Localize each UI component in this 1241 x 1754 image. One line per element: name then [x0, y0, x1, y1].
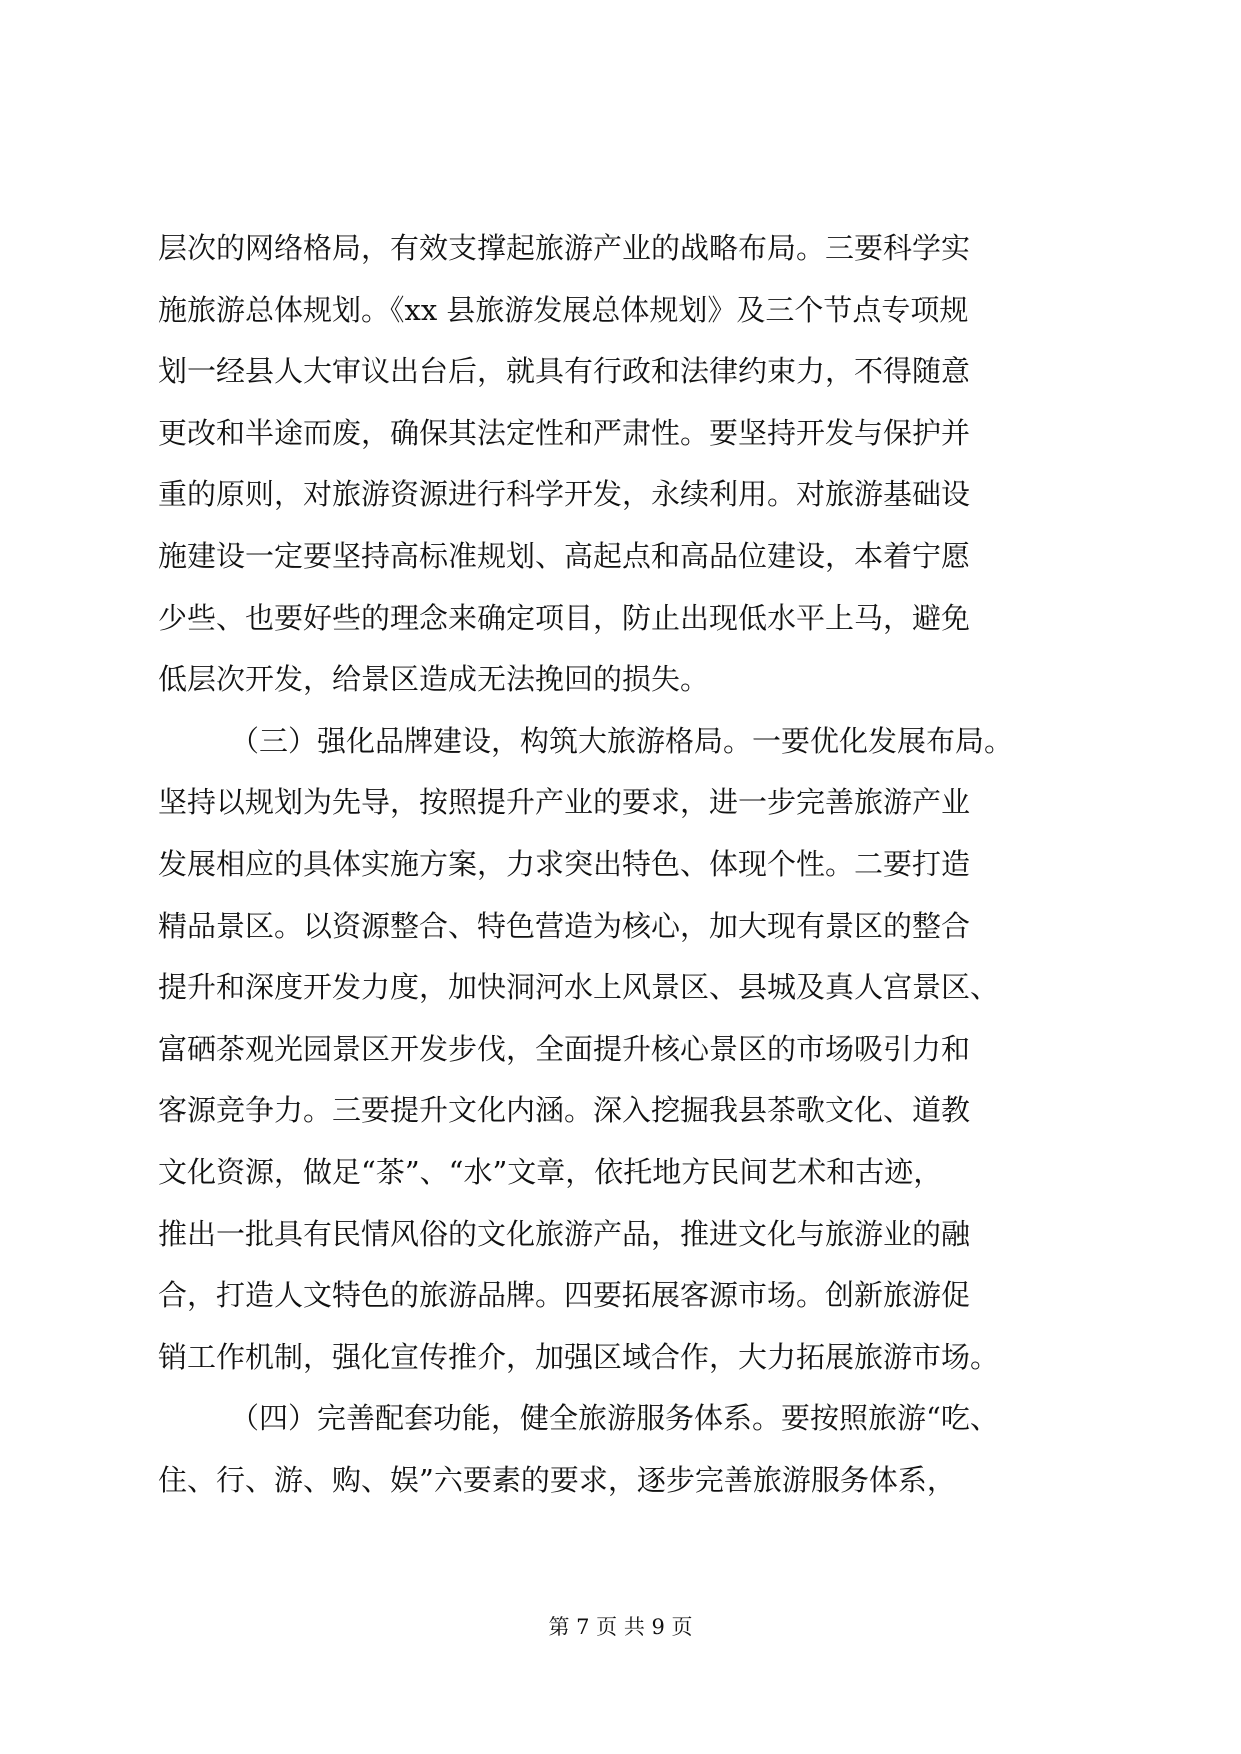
text-line: 提升和深度开发力度，加快洞河水上风景区、县城及真人宫景区、	[158, 970, 1000, 1005]
text-line: 文化资源，做足“茶”、“水”文章，依托地方民间艺术和古迹，	[158, 1154, 943, 1189]
text-line: 发展相应的具体实施方案，力求突出特色、体现个性。二要打造	[158, 846, 971, 881]
page-number-footer: 第 7 页 共 9 页	[548, 1615, 693, 1639]
text-line: 层次的网络格局，有效支撑起旅游产业的战略布局。三要科学实	[158, 231, 971, 265]
text-line: 坚持以规划为先导，按照提升产业的要求，进一步完善旅游产业	[158, 785, 971, 820]
text-line: 富硒茶观光园景区开发步伐，全面提升核心景区的市场吸引力和	[158, 1031, 971, 1066]
text-line: 施建设一定要坚持高标准规划、高起点和高品位建设，本着宁愿	[158, 538, 971, 573]
text-line: 施旅游总体规划。《xx 县旅游发展总体规划》及三个节点专项规	[158, 292, 969, 327]
section-heading-line: （四）完善配套功能，健全旅游服务体系。要按照旅游“吃、	[230, 1401, 999, 1436]
text-line: 合，打造人文特色的旅游品牌。四要拓展客源市场。创新旅游促	[158, 1278, 971, 1313]
text-line: 精品景区。以资源整合、特色营造为核心，加大现有景区的整合	[158, 908, 971, 943]
section-heading-line: （三）强化品牌建设，构筑大旅游格局。一要优化发展布局。	[230, 723, 1014, 758]
text-line: 少些、也要好些的理念来确定项目，防止出现低水平上马，避免	[158, 600, 971, 635]
text-line: 更改和半途而废，确保其法定性和严肃性。要坚持开发与保护并	[158, 415, 971, 450]
text-line: 划一经县人大审议出台后，就具有行政和法律约束力，不得随意	[158, 354, 971, 389]
text-line: 推出一批具有民情风俗的文化旅游产品，推进文化与旅游业的融	[158, 1216, 971, 1251]
text-line: 住、行、游、购、娱”六要素的要求，逐步完善旅游服务体系，	[158, 1462, 956, 1497]
text-line: 销工作机制，强化宣传推介，加强区域合作，大力拓展旅游市场。	[158, 1339, 1000, 1374]
text-line: 重的原则，对旅游资源进行科学开发，永续利用。对旅游基础设	[158, 477, 971, 512]
body-text	[158, 218, 1088, 1511]
text-line: 低层次开发，给景区造成无法挽回的损失。	[158, 662, 710, 697]
text-line: 客源竞争力。三要提升文化内涵。深入挖掘我县茶歌文化、道教	[158, 1093, 971, 1128]
